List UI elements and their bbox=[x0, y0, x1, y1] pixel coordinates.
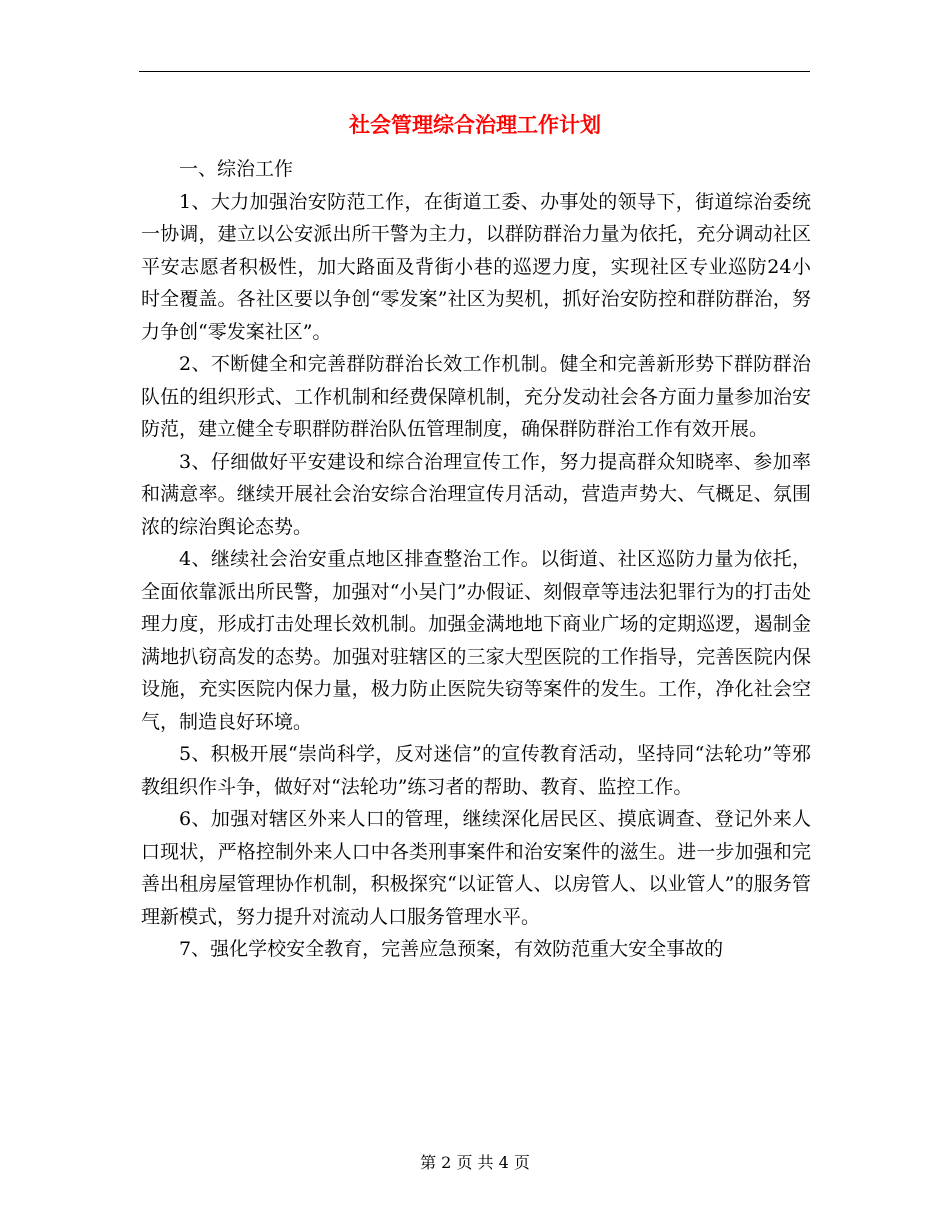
document-body bbox=[141, 153, 811, 966]
paragraph-5: 5、积极开展“崇尚科学，反对迷信”的宣传教育活动，坚持同“法轮功”等邪教组织作斗争，做好对“法轮功”练习者的帮助、教育、监控工作。 bbox=[141, 743, 811, 798]
document-title: 社会管理综合治理工作计划 bbox=[349, 112, 601, 137]
paragraph-6: 6、加强对辖区外来人口的管理，继续深化居民区、摸底调查、登记外来人口现状，严格控制外来人口中各类刑事案件和治安案件的滋生。进一步加强和完善出租房屋管理协作机制，积极探究“以证管人、以房管人、以业管人”的服务管理新模式，努力提升对流动人口服务管理水平。 bbox=[141, 808, 811, 928]
paragraph-4: 4、继续社会治安重点地区排查整治工作。以街道、社区巡防力量为依托，全面依靠派出所民警，加强对“小吴门”办假证、刻假章等违法犯罪行为的打击处理力度，形成打击处理长效机制。加强金满地地下商业广场的定期巡逻，遏制金满地扒窃高发的态势。加强对驻辖区的三家大型医院的工作指导，完善医院内保设施，充实医院内保力量，极力防止医院失窃等案件的发生。工作，净化社会空气，制造良好环境。 bbox=[141, 548, 811, 733]
paragraph-1: 1、大力加强治安防范工作，在街道工委、办事处的领导下，街道综治委统一协调，建立以公安派出所干警为主力，以群防群治力量为依托，充分调动社区平安志愿者积极性，加大路面及背街小巷的巡逻力度，实现社区专业巡防24小时全覆盖。各社区要以争创“零发案”社区为契机，抓好治安防控和群防群治，努力争创“零发案社区”。 bbox=[141, 190, 811, 343]
paragraph-7: 7、强化学校安全教育，完善应急预案，有效防范重大安全事故的 bbox=[179, 938, 724, 960]
section-heading: 一、综治工作 bbox=[179, 158, 294, 180]
paragraph-3: 3、仔细做好平安建设和综合治理宣传工作，努力提高群众知晓率、参加率和满意率。继续开展社会治安综合治理宣传月活动，营造声势大、气概足、氛围浓的综治舆论态势。 bbox=[141, 450, 811, 538]
header-rule bbox=[139, 71, 810, 72]
page-footer bbox=[0, 1152, 950, 1174]
paragraph-2: 2、不断健全和完善群防群治长效工作机制。健全和完善新形势下群防群治队伍的组织形式、工作机制和经费保障机制，充分发动社会各方面力量参加治安防范，建立健全专职群防群治队伍管理制度，确保群防群治工作有效开展。 bbox=[141, 353, 811, 440]
page-number: 第 2 页 共 4 页 bbox=[420, 1153, 530, 1172]
